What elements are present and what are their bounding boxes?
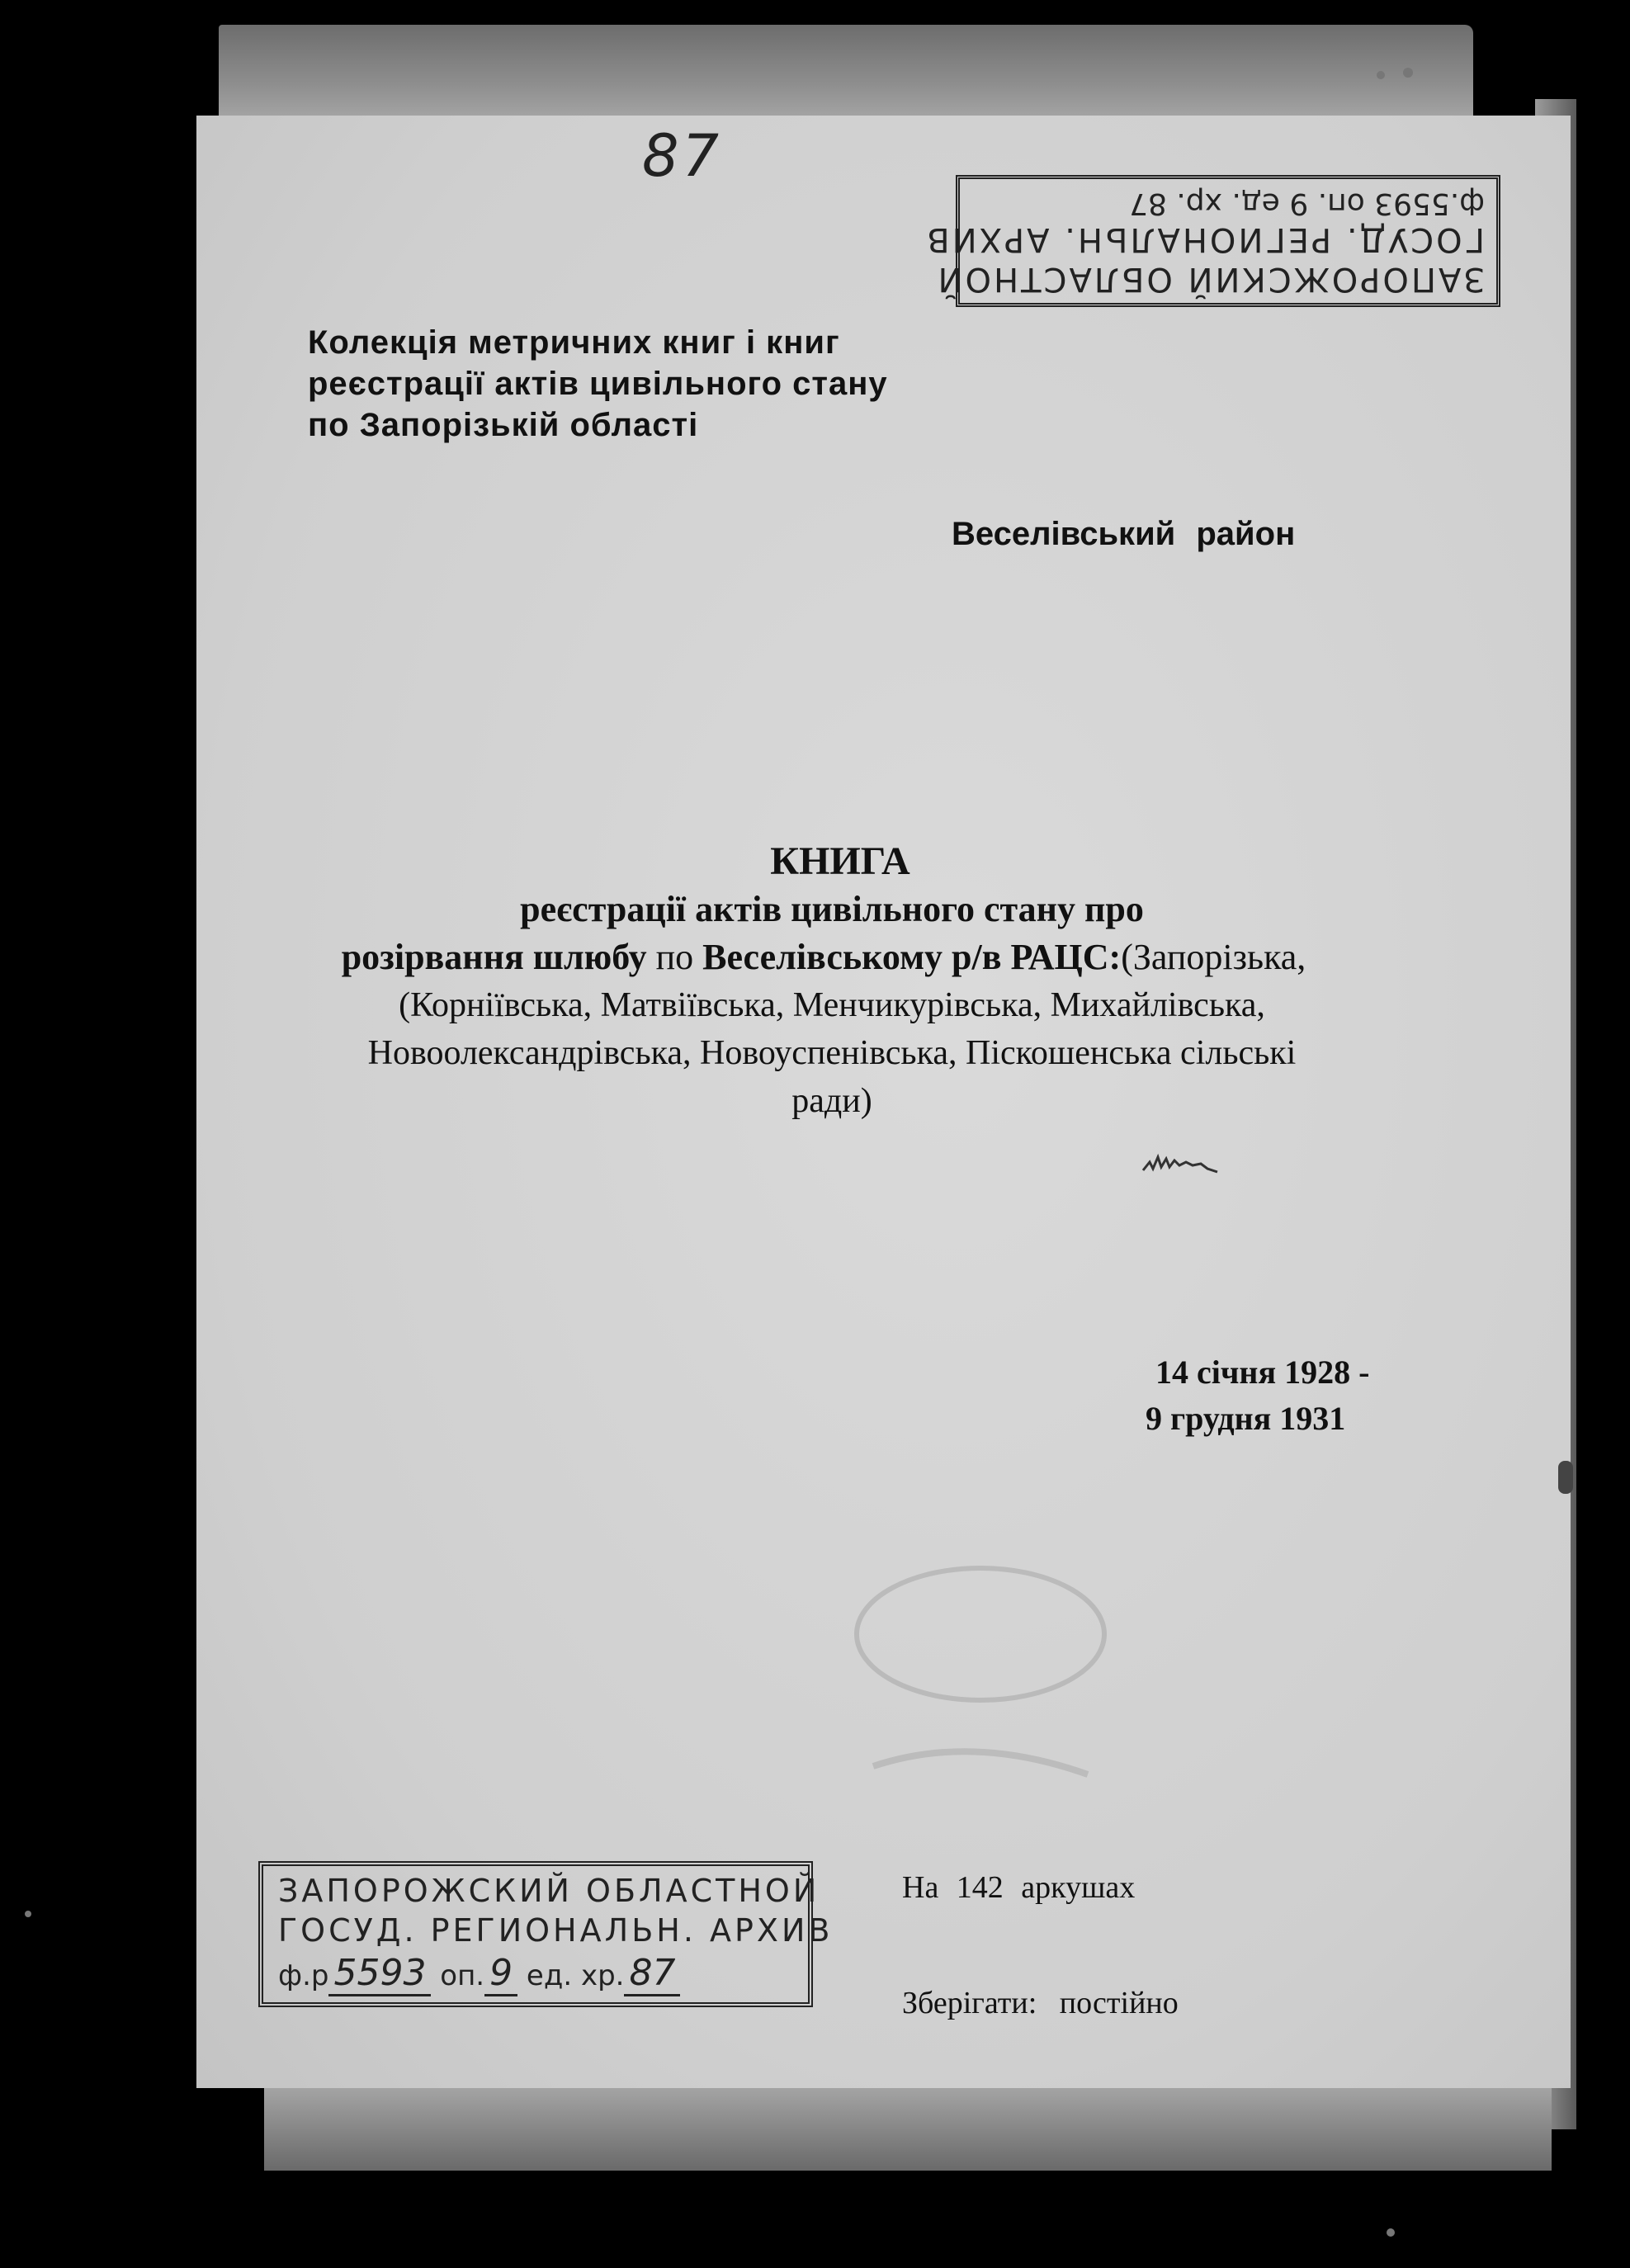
pen-scribble — [1141, 1147, 1224, 1180]
title-line3-bold1: розірвання шлюбу — [341, 937, 647, 977]
faint-stamp-mark — [824, 1519, 1137, 1816]
speck — [1403, 68, 1413, 78]
stamp-bottom-line1: ЗАПОРОЖСКИЙ ОБЛАСТНОЙ — [278, 1873, 820, 1909]
date-end: 9 грудня 1931 — [1146, 1400, 1346, 1437]
collection-heading — [308, 322, 888, 446]
stamp-top-fond-label: ф. — [1449, 187, 1485, 220]
stamp-top-opis: 9 — [1289, 187, 1309, 220]
collection-line1: Колекція метричних книг і книг — [308, 324, 840, 361]
stamp-bottom-fond-label: ф.р — [278, 1959, 329, 1992]
stamp-top-item: 87 — [1129, 187, 1167, 220]
title-line3-bold2: Веселівському р/в РАЦС: — [702, 937, 1122, 977]
title-line6: ради) — [791, 1082, 872, 1120]
stamp-top-line1: ЗАПОРОЖСКИЙ ОБЛАСТНОЙ — [935, 260, 1485, 298]
stamp-bottom-item: 87 — [624, 1952, 680, 1996]
title-line3-normal: по — [646, 937, 703, 977]
handwritten-number: 87 — [642, 122, 723, 190]
stamp-bottom-item-label: ед. хр. — [526, 1959, 625, 1992]
archive-stamp-bottom — [258, 1861, 834, 2007]
stamp-bottom-fond: 5593 — [328, 1952, 431, 1996]
title-line4: (Корніївська, Матвіївська, Менчикурівська, Михайлівська, — [399, 986, 1265, 1024]
stamp-bottom-opis-label: оп. — [440, 1959, 485, 1992]
title-line2: реєстрації актів цивільного стану про — [520, 889, 1144, 929]
stamp-top-opis-label: оп. — [1317, 187, 1365, 220]
speck — [1377, 71, 1385, 79]
book-title — [196, 838, 1385, 1125]
speck — [1558, 1461, 1573, 1494]
stamp-bottom-line2: ГОСУД. РЕГИОНАЛЬН. АРХИВ — [278, 1912, 834, 1949]
collection-line3: по Запорізькій області — [308, 407, 699, 443]
date-range — [1146, 1349, 1369, 1442]
title-line1: КНИГА — [770, 839, 910, 883]
title-page — [196, 116, 1571, 2088]
district-name: Веселівський район — [952, 516, 1296, 552]
stamp-top-line3 — [1129, 187, 1485, 220]
stamp-top-fond: 5593 — [1374, 187, 1450, 220]
stamp-bottom-opis: 9 — [484, 1952, 517, 1996]
title-line3-tail: (Запорізька, — [1121, 937, 1306, 977]
stamp-top-item-label: ед. хр. — [1176, 187, 1280, 220]
stamp-bottom-line3 — [278, 1952, 680, 1994]
stamp-top-line2: ГОСУД. РЕГИОНАЛЬН. АРХИВ — [924, 220, 1485, 258]
speck — [1387, 2228, 1395, 2237]
title-line3 — [196, 933, 1385, 981]
collection-line2: реєстрації актів цивільного стану — [308, 366, 888, 402]
title-line5: Новоолександрівська, Новоуспенівська, Піскошенська сільські — [367, 1034, 1297, 1072]
retention-period: Зберігати: постійно — [902, 1986, 1179, 2020]
archive-stamp-top — [924, 175, 1500, 307]
folder-top-edge — [219, 25, 1473, 124]
sheet-count: На 142 аркушах — [902, 1870, 1136, 1905]
date-start: 14 січня 1928 - — [1155, 1354, 1370, 1391]
speck — [25, 1911, 31, 1917]
